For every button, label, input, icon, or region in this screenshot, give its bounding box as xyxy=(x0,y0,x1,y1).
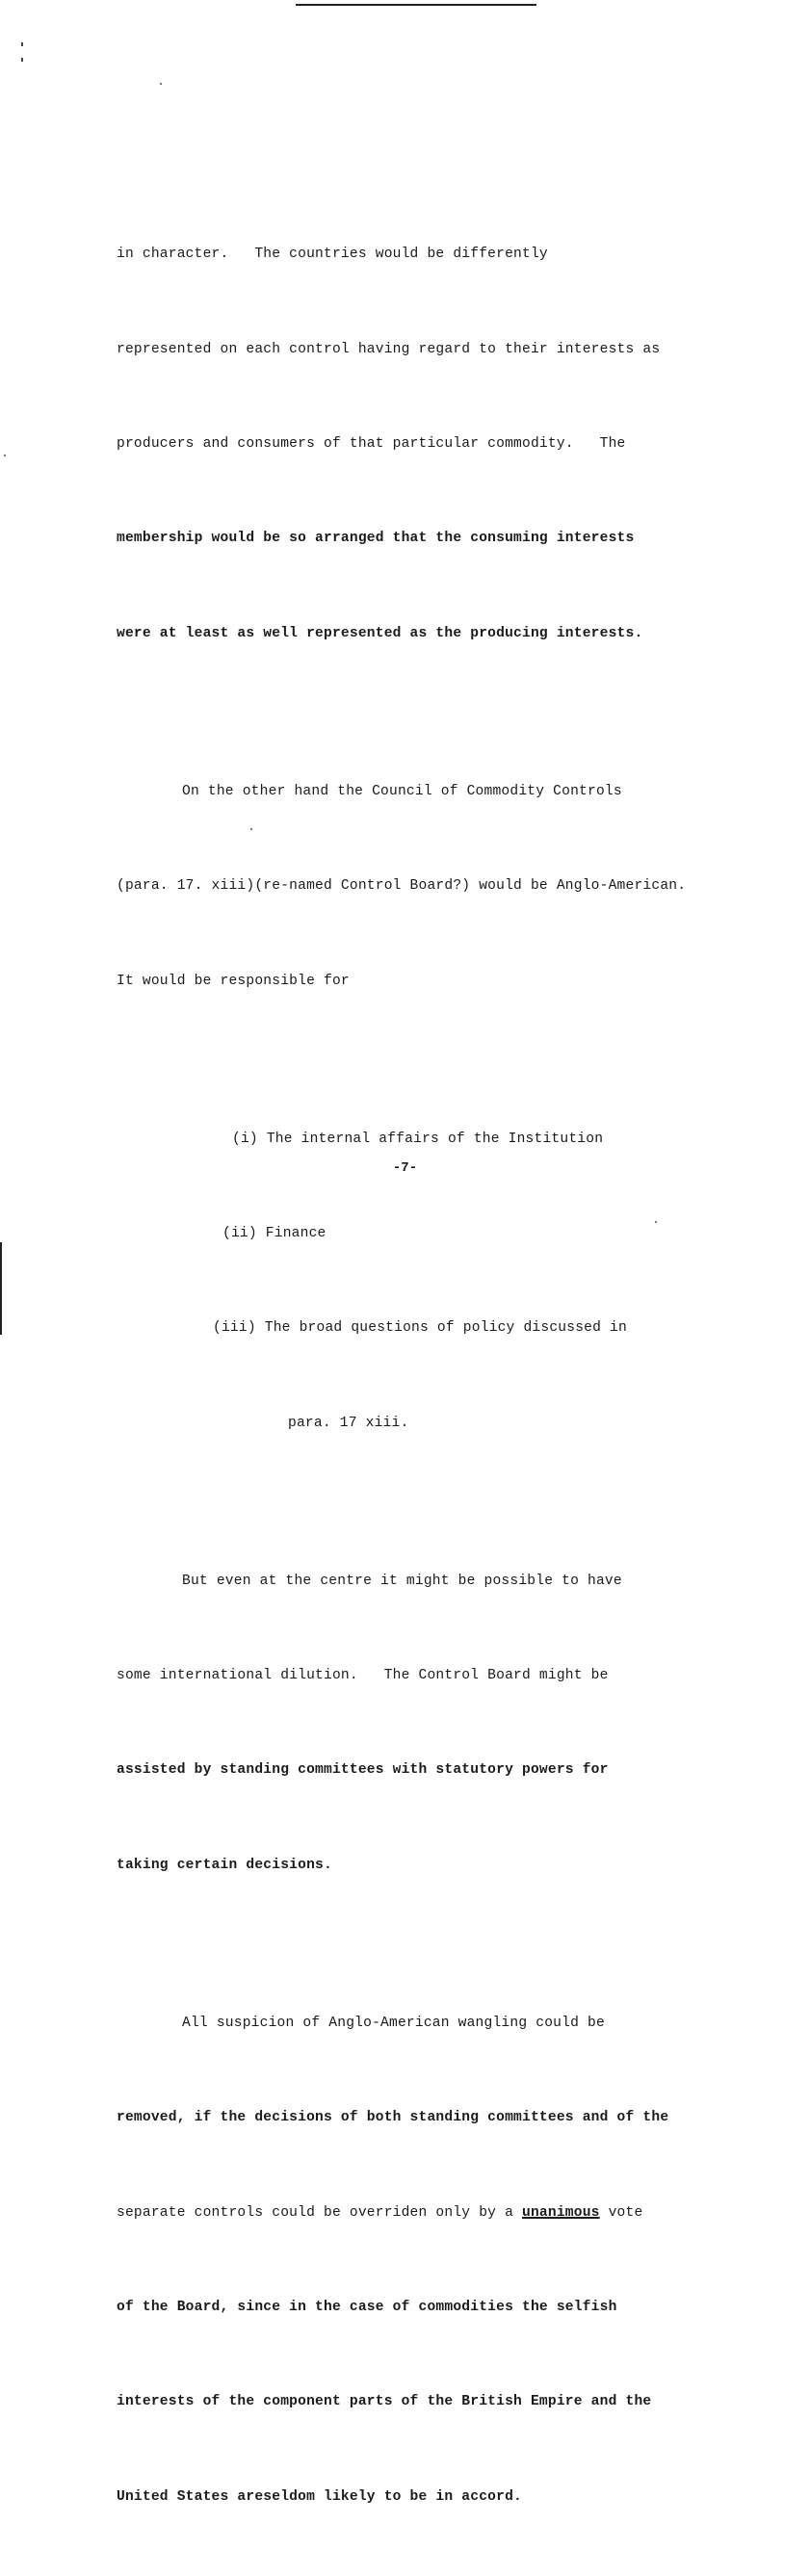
margin-mark xyxy=(21,58,23,62)
top-rule xyxy=(296,4,536,6)
text-line: in character. The countries would be differently xyxy=(117,247,548,263)
list-item: (iii) The broad questions of policy discussed in xyxy=(213,1320,627,1337)
text-fragment: vote xyxy=(599,2204,643,2221)
list-item: (i) The internal affairs of the Institution xyxy=(232,1131,604,1147)
text-fragment: separate controls could be overriden only by a xyxy=(117,2204,523,2221)
text-line: It would be responsible for xyxy=(117,973,350,989)
text-line: But even at the centre it might be possible to have xyxy=(182,1573,622,1589)
text-line: taking certain decisions. xyxy=(117,1857,332,1873)
scan-speck xyxy=(160,83,162,85)
margin-mark xyxy=(21,42,23,46)
document-body xyxy=(117,113,791,2576)
page-number: -7- xyxy=(392,1160,418,1176)
list-item-continuation: para. 17 xiii. xyxy=(288,1415,409,1431)
text-line: membership would be so arranged that the consuming interests xyxy=(117,531,635,547)
text-line xyxy=(117,2198,791,2229)
text-line: interests of the component parts of the British Empire and the xyxy=(117,2394,652,2410)
text-line: United States areseldom likely to be in accord. xyxy=(117,2488,523,2505)
scan-edge-line xyxy=(0,1242,2,1335)
text-line: On the other hand the Council of Commodity Controls xyxy=(182,783,622,799)
scan-speck xyxy=(4,455,6,456)
text-line: All suspicion of Anglo-American wangling could be xyxy=(182,2015,605,2031)
text-line: were at least as well represented as the producing interests. xyxy=(117,625,643,641)
underlined-word: unanimous xyxy=(522,2204,600,2221)
text-line: producers and consumers of that particular commodity. The xyxy=(117,435,626,452)
text-line: some international dilution. The Control Board might be xyxy=(117,1668,609,1684)
text-line: removed, if the decisions of both standing committees and of the xyxy=(117,2110,669,2126)
text-line: assisted by standing committees with statutory powers for xyxy=(117,1762,609,1779)
text-line: represented on each control having regard to their interests as xyxy=(117,341,661,357)
text-line: (para. 17. xiii)(re-named Control Board?) would be Anglo-American. xyxy=(117,878,687,895)
text-line: of the Board, since in the case of commodities the selfish xyxy=(117,2299,617,2315)
list-item: (ii) Finance xyxy=(222,1225,327,1241)
